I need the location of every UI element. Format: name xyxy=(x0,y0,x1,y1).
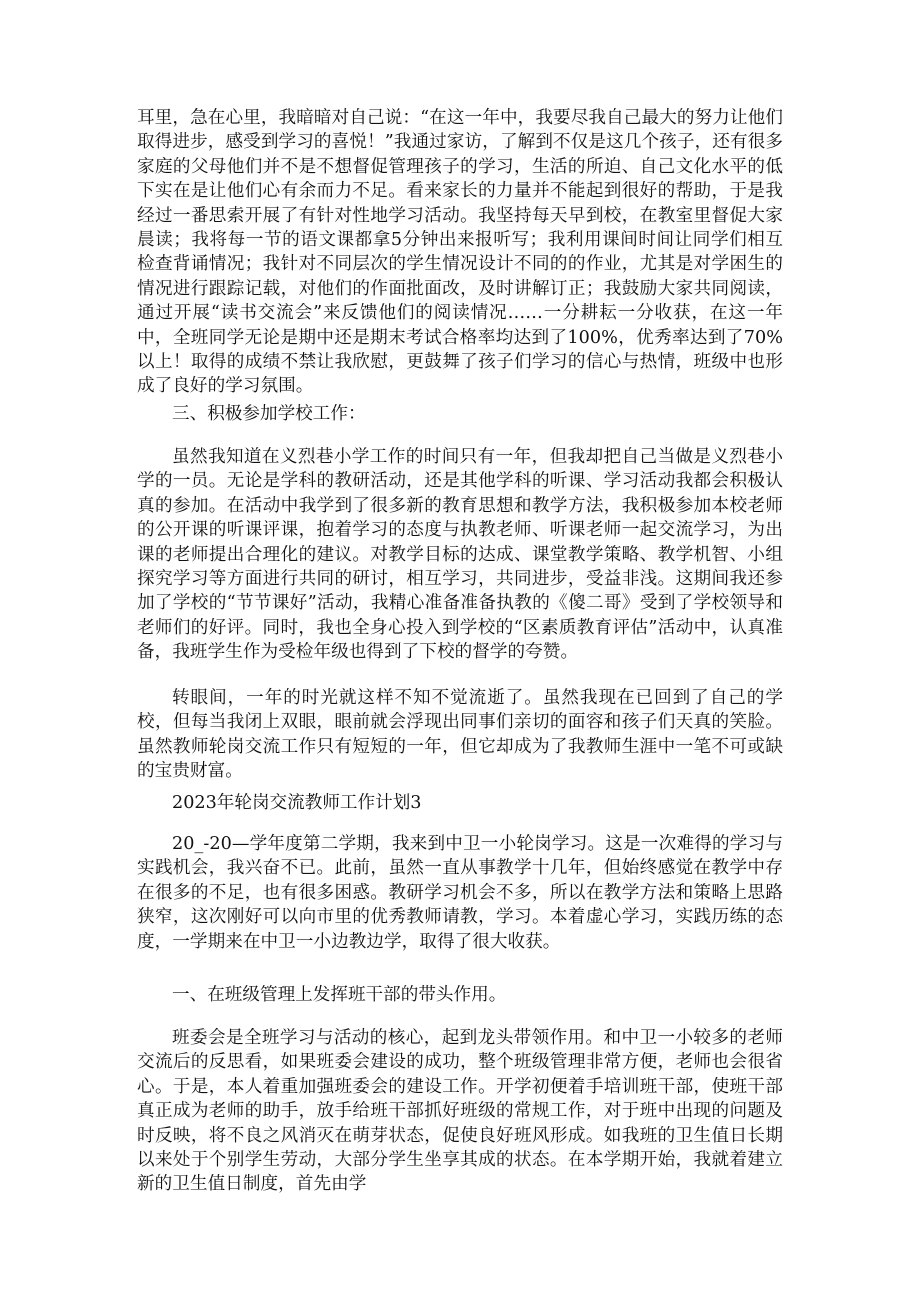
paragraph-rotation-intro: 20_-20—学年度第二学期，我来到中卫一小轮岗学习。这是一次难得的学习与实践机会，我兴奋不已。此前，虽然一直从事教学十几年，但始终感觉在教学中存在很多的不足，也有很多困惑。教研学习机会不多，所以在教学方法和策略上思路狭窄，这次刚好可以向市里的优秀教师请教，学习。本着虚心学习，实践历练的态度，一学期来在中卫一小边教边学，取得了很大收获。 xyxy=(137,834,783,952)
paragraph-continued-text: 耳里，急在心里，我暗暗对自己说：“在这一年中，我要尽我自己最大的努力让他们取得进步，感受到学习的喜悦！”我通过家访，了解到不仅是这几个孩子，还有很多家庭的父母他们并不是不想督促管理孩子的学习，生活的所迫、自己文化水平的低下实在是让他们心有余而力不足。看来家长的力量并不能起到很好的帮助，于是我经过一番思索开展了有针对性地学习活动。我坚持每天早到校，在教室里督促大家晨读；我将每一节的语文课都拿5分钟出来报听写；我利用课间时间让同学们相互检查背诵情况；我针对不同层次的学生情况设计不同的的作业，尤其是对学困生的情况进行跟踪记载，对他们的作面批面改，及时讲解订正；我鼓励大家共同阅读，通过开展“读书交流会”来反馈他们的阅读情况……一分耕耘一分收获，在这一年中，全班同学无论是期中还是期末考试合格率均达到了100%，优秀率达到了70%以上！取得的成绩不禁让我欣慰，更鼓舞了孩子们学习的信心与热情，班级中也形成了良好的学习氛围。 xyxy=(137,108,783,397)
document-subtitle: 2023年轮岗交流教师工作计划3 xyxy=(172,793,422,813)
paragraph-school-activities: 虽然我知道在义烈巷小学工作的时间只有一年，但我却把自己当做是义烈巷小学的一员。无论是学科的教研活动，还是其他学科的听课、学习活动我都会积极认真的参加。在活动中我学到了很多新的教育思想和教学方法，我积极参加本校老师的公开课的听课评课，抱着学习的态度与执教老师、听课老师一起交流学习，为出课的老师提出合理化的建议。对教学目标的达成、课堂教学策略、教学机智、小组探究学习等方面进行共同的研讨，相互学习，共同进步，受益非浅。这期间我还参加了学校的“节节课好”活动，我精心准备准备执教的《傻二哥》受到了学校领导和老师们的好评。同时，我也全身心投入到学校的“区素质教育评估”活动中，认真准备，我班学生作为受检年级也得到了下校的督学的夸赞。 xyxy=(137,447,783,663)
section-heading-school-work: 三、积极参加学校工作： xyxy=(172,404,366,424)
paragraph-class-committee: 班委会是全班学习与活动的核心，起到龙头带领作用。和中卫一小较多的老师交流后的反思看，如果班委会建设的成功，整个班级管理非常方便，老师也会很省心。于是，本人着重加强班委会的建设工作。开学初便着手培训班干部，使班干部真正成为老师的助手，放手给班干部抓好班级的常规工作，对于班中出现的问题及时反映，将不良之风消灭在萌芽状态，促使良好班风形成。如我班的卫生值日长期以来处于个别学生劳动，大部分学生坐享其成的状态。在本学期开始，我就着建立新的卫生值日制度，首先由学 xyxy=(137,1028,783,1195)
paragraph-conclusion: 转眼间，一年的时光就这样不知不觉流逝了。虽然我现在已回到了自己的学校，但每当我闭上双眼，眼前就会浮现出同事们亲切的面容和孩子们天真的笑脸。虽然教师轮岗交流工作只有短短的一年，但它却成为了我教师生涯中一笔不可或缺的宝贵财富。 xyxy=(137,688,783,782)
section-heading-class-management: 一、在班级管理上发挥班干部的带头作用。 xyxy=(172,985,507,1005)
